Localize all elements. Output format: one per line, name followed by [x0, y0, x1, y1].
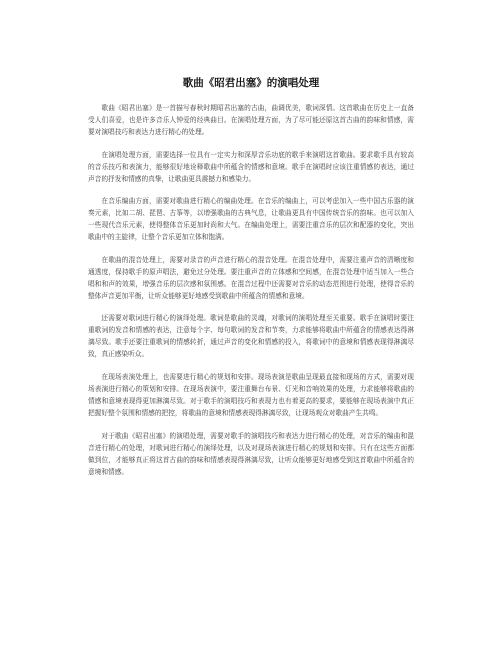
paragraph-4: 在歌曲的混音处理上，需要对录音的声音进行精心的混音处理。在混音处理中，需要注重声音的清晰度和通透度，保持歌手的原声唱法，避免过分处理。要注重声音的立体感和空间感，在混音处理中适当加入一些合唱和和声的效果，增强音乐的层次感和氛围感。在混音过程中还需要对音乐的动态范围进行处理，使得音乐的整体声音更加平衡，让听众能够更好地感受到歌曲中所蕴含的情感和意境。: [88, 255, 414, 300]
document-title: 歌曲《昭君出塞》的演唱处理: [182, 77, 320, 89]
paragraph-6: 在现场表演处理上，也需要进行精心的规划和安排。现场表演是歌曲呈现最直接和现场的方式，需要对现场表演进行精心的策划和安排。在现场表演中，要注重舞台布景、灯光和音响效果的处理，力求能够将歌曲的情感和意境表现得更加淋漓尽致。对于歌手的演唱技巧和表现力也有着更高的要求，要能够在现场表演中真正把握好整个氛围和情感的把控，将歌曲的意境和情感表现得淋漓尽致，让现场观众对歌曲产生共鸣。: [88, 372, 414, 417]
paragraph-1: 歌曲《昭君出塞》是一首描写春秋时期昭君出塞的古曲，曲调优美，歌词深情。这首歌曲在历史上一直备受人们喜爱，也是许多音乐人钟爱的经典曲目。在演唱处理方面，为了尽可能还原这首古曲的韵味和情感，需要对演唱技巧和表达力进行精心的处理。: [88, 104, 414, 136]
paragraph-2: 在演唱处理方面，需要选择一位具有一定实力和深厚音乐功底的歌手来演唱这首歌曲。要求歌手具有较高的音乐技巧和表演力，能够很好地诠释歌曲中所蕴含的情感和意境。歌手在演唱时应该注重情感的表达，通过声音的抒发和情感的真挚，让歌曲更具震撼力和感染力。: [88, 150, 414, 183]
paragraph-5: 还需要对歌词进行精心的演绎处理。歌词是歌曲的灵魂，对歌词的演唱处理至关重要。歌手在演唱时要注重歌词的发音和情感的表达，注意每个字、每句歌词的发音和节奏，力求能够将歌曲中所蕴含的情感表达得淋漓尽致。歌手还要注重歌词的情感转折，通过声音的变化和情感的投入，将歌词中的意境和情感表现得淋漓尽致，真正感染听众。: [88, 314, 414, 359]
paragraph-3: 在音乐编曲方面，需要对歌曲进行精心的编曲处理。在音乐的编曲上，可以考虑加入一些中国古乐器的演奏元素，比如二胡、琵琶、古筝等，以增强歌曲的古典气息，让歌曲更具有中国传统音乐的韵味。也可以加入一些现代音乐元素，使得整体音乐更加时尚和大气。在编曲处理上，需要注重音乐的层次和配器的变化，突出歌曲中的主旋律，让整个音乐更加立体和饱满。: [88, 197, 414, 242]
paragraph-7: 对于歌曲《昭君出塞》的演唱处理，需要对歌手的演唱技巧和表达力进行精心的处理，对音乐的编曲和混音进行精心的处理，对歌词进行精心的演绎处理，以及对现场表演进行精心的规划和安排。只有在这些方面都做到位，才能够真正将这首古曲的韵味和情感表现得淋漓尽致，让听众能够更好地感受到这首歌曲中所蕴含的意境和情感。: [88, 431, 414, 476]
